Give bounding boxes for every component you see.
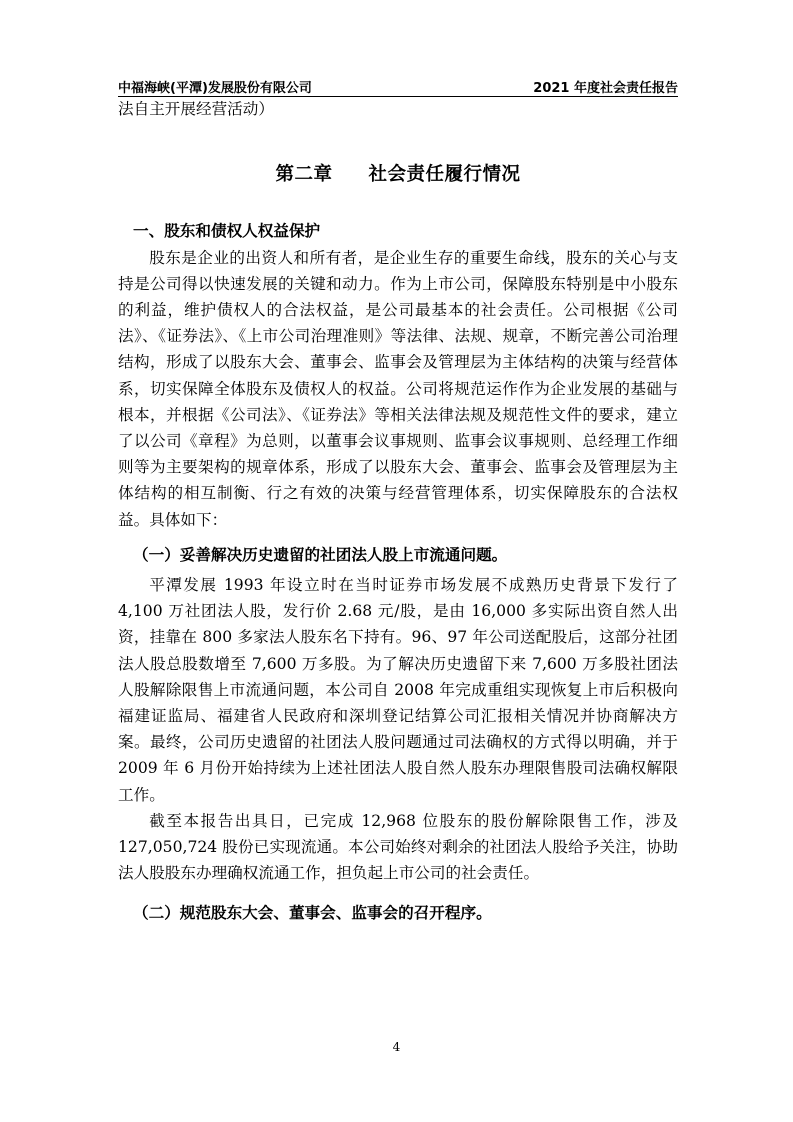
header-company-name: 中福海峡(平潭)发展股份有限公司	[118, 81, 312, 96]
page-header	[118, 74, 678, 97]
subsection-heading-meeting-procedures: （二）规范股东大会、董事会、监事会的召开程序。	[133, 904, 492, 923]
subsection-paragraph-history: 平潭发展 1993 年设立时在当时证券市场发展不成熟历史背景下发行了 4,100 万社团法人股，发行价 2.68 元/股，是由 16,000 多实际出资自然人出资，挂靠在 800 多家法人股东名下持有。96、97 年公司送配股后，这部分社团法人股总股数增至 7,600 万多股。为了解决历史遗留下来 7,600 万多股社团法人股解除限售上市流通问题，本公司自 2008 年完成重组实现恢复上市后积极向福建证监局、福建省人民政府和深圳登记结算公司汇报相关情况并协商解决方案。最终，公司历史遗留的社团法人股问题通过司法确权的方式得以明确，并于 2009 年 6 月份开始持续为上述社团法人股自然人股东办理限售股司法确权解限工作。	[118, 576, 678, 804]
page-number: 4	[392, 1040, 401, 1054]
chapter-number: 第二章	[275, 164, 333, 186]
section-paragraph-shareholder-rights: 股东是企业的出资人和所有者，是企业生存的重要生命线，股东的关心与支持是公司得以快速发展的关键和动力。作为上市公司，保障股东特别是中小股东的利益，维护债权人的合法权益，是公司最基本的社会责任。公司根据《公司法》、《证券法》、《上市公司治理准则》等法律、法规、规章，不断完善公司治理结构，形成了以股东大会、董事会、监事会及管理层为主体结构的决策与经营体系，切实保障全体股东及债权人的权益。公司将规范运作作为企业发展的基础与根本，并根据《公司法》、《证券法》等相关法律法规及规范性文件的要求，建立了以公司《章程》为总则，以董事会议事规则、监事会议事规则、总经理工作细则等为主要架构的规章体系，形成了以股东大会、董事会、监事会及管理层为主体结构的相互制衡、行之有效的决策与经营管理体系，切实保障股东的合法权益。具体如下：	[118, 248, 678, 529]
chapter-title	[118, 162, 678, 188]
continuation-text: 法自主开展经营活动）	[118, 100, 274, 118]
subsection-paragraph-progress: 截至本报告出具日，已完成 12,968 位股东的股份解除限售工作，涉及 127,050,724 股份已实现流通。本公司始终对剩余的社团法人股给予关注，协助法人股股东办理确权流通工作，担负起上市公司的社会责任。	[118, 811, 678, 883]
section-heading-shareholder-rights: 一、股东和债权人权益保护	[133, 222, 321, 241]
subsection-heading-legal-person-shares: （一）妥善解决历史遗留的社团法人股上市流通问题。	[133, 545, 508, 564]
document-body	[118, 96, 678, 931]
header-report-title: 2021 年度社会责任报告	[533, 81, 678, 96]
chapter-name: 社会责任履行情况	[368, 164, 521, 186]
